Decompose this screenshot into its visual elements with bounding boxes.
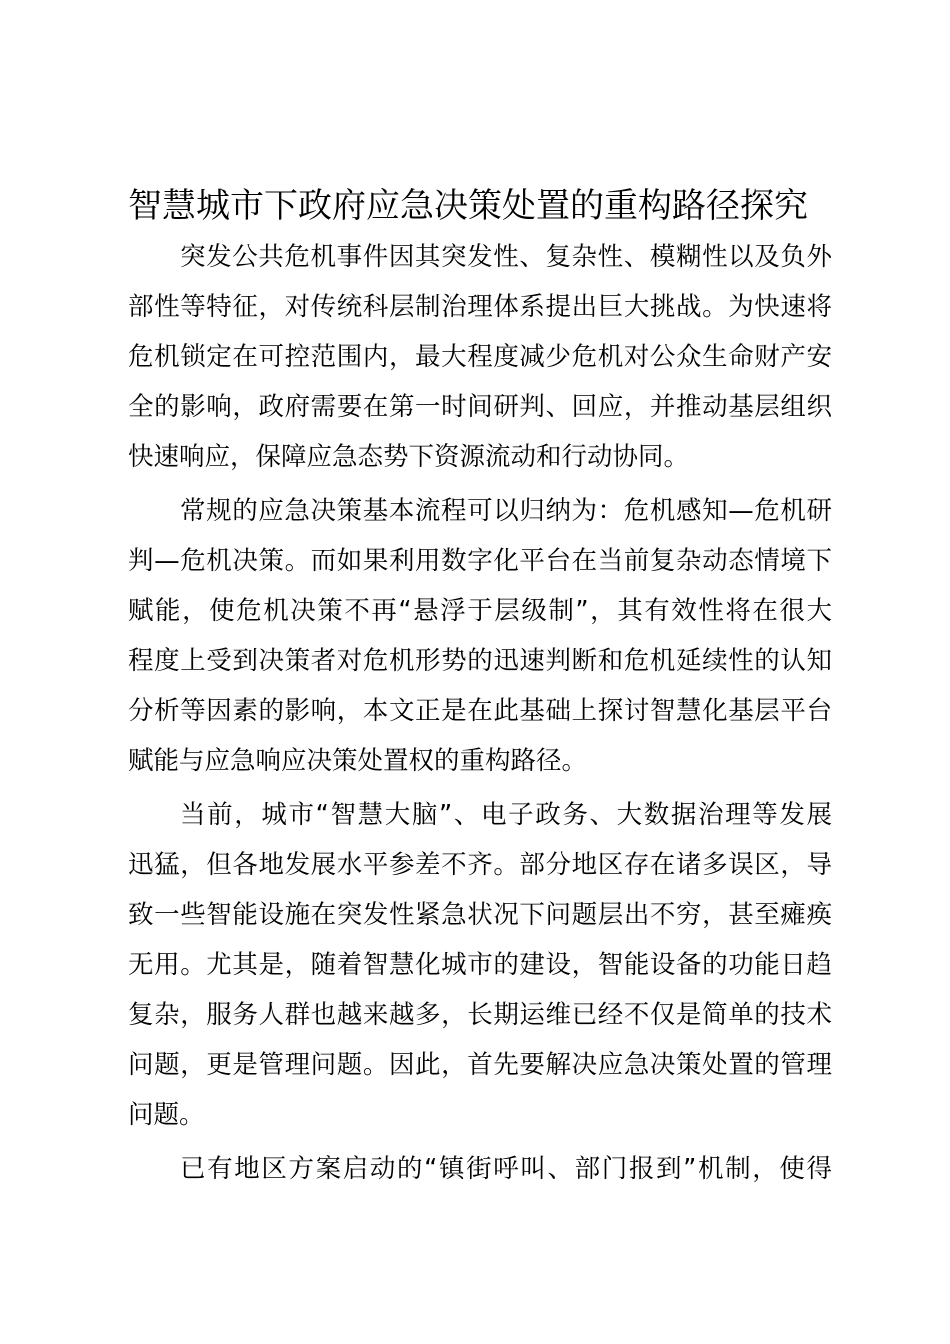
text-line: 迅猛，但各地发展水平参差不齐。部分地区存在诸多误区，导	[128, 850, 832, 880]
paragraph-4	[128, 1144, 832, 1194]
text-line: 判—危机决策。而如果利用数字化平台在当前复杂动态情境下	[128, 546, 832, 576]
paragraph-1	[128, 232, 832, 482]
text-line: 常规的应急决策基本流程可以归纳为：危机感知—危机研	[180, 496, 832, 526]
text-line: 危机锁定在可控范围内，最大程度减少危机对公众生命财产安	[128, 342, 832, 372]
text-line: 无用。尤其是，随着智慧化城市的建设，智能设备的功能日趋	[128, 950, 832, 980]
text-line: 突发公共危机事件因其突发性、复杂性、模糊性以及负外	[180, 242, 832, 272]
paragraph-3	[128, 790, 832, 1140]
text-line: 赋能，使危机决策不再“悬浮于层级制”，其有效性将在很大	[128, 596, 832, 626]
text-line: 程度上受到决策者对危机形势的迅速判断和危机延续性的认知	[128, 646, 832, 676]
text-line: 当前，城市“智慧大脑”、电子政务、大数据治理等发展	[180, 800, 832, 830]
paragraph-2	[128, 486, 832, 786]
text-line: 已有地区方案启动的“镇街呼叫、部门报到”机制，使得	[180, 1154, 832, 1184]
text-line: 问题，更是管理问题。因此，首先要解决应急决策处置的管理	[128, 1050, 832, 1080]
text-line: 赋能与应急响应决策处置权的重构路径。	[128, 746, 588, 776]
text-line: 分析等因素的影响，本文正是在此基础上探讨智慧化基层平台	[128, 696, 832, 726]
text-line: 致一些智能设施在突发性紧急状况下问题层出不穷，甚至瘫痪	[128, 900, 832, 930]
text-line: 问题。	[128, 1100, 205, 1130]
text-line: 全的影响，政府需要在第一时间研判、回应，并推动基层组织	[128, 392, 832, 422]
document-body	[128, 232, 832, 1198]
text-line: 复杂，服务人群也越来越多，长期运维已经不仅是简单的技术	[128, 1000, 832, 1030]
text-line: 部性等特征，对传统科层制治理体系提出巨大挑战。为快速将	[128, 292, 832, 322]
document-title: 智慧城市下政府应急决策处置的重构路径探究	[128, 186, 808, 226]
text-line: 快速响应，保障应急态势下资源流动和行动协同。	[128, 442, 690, 472]
